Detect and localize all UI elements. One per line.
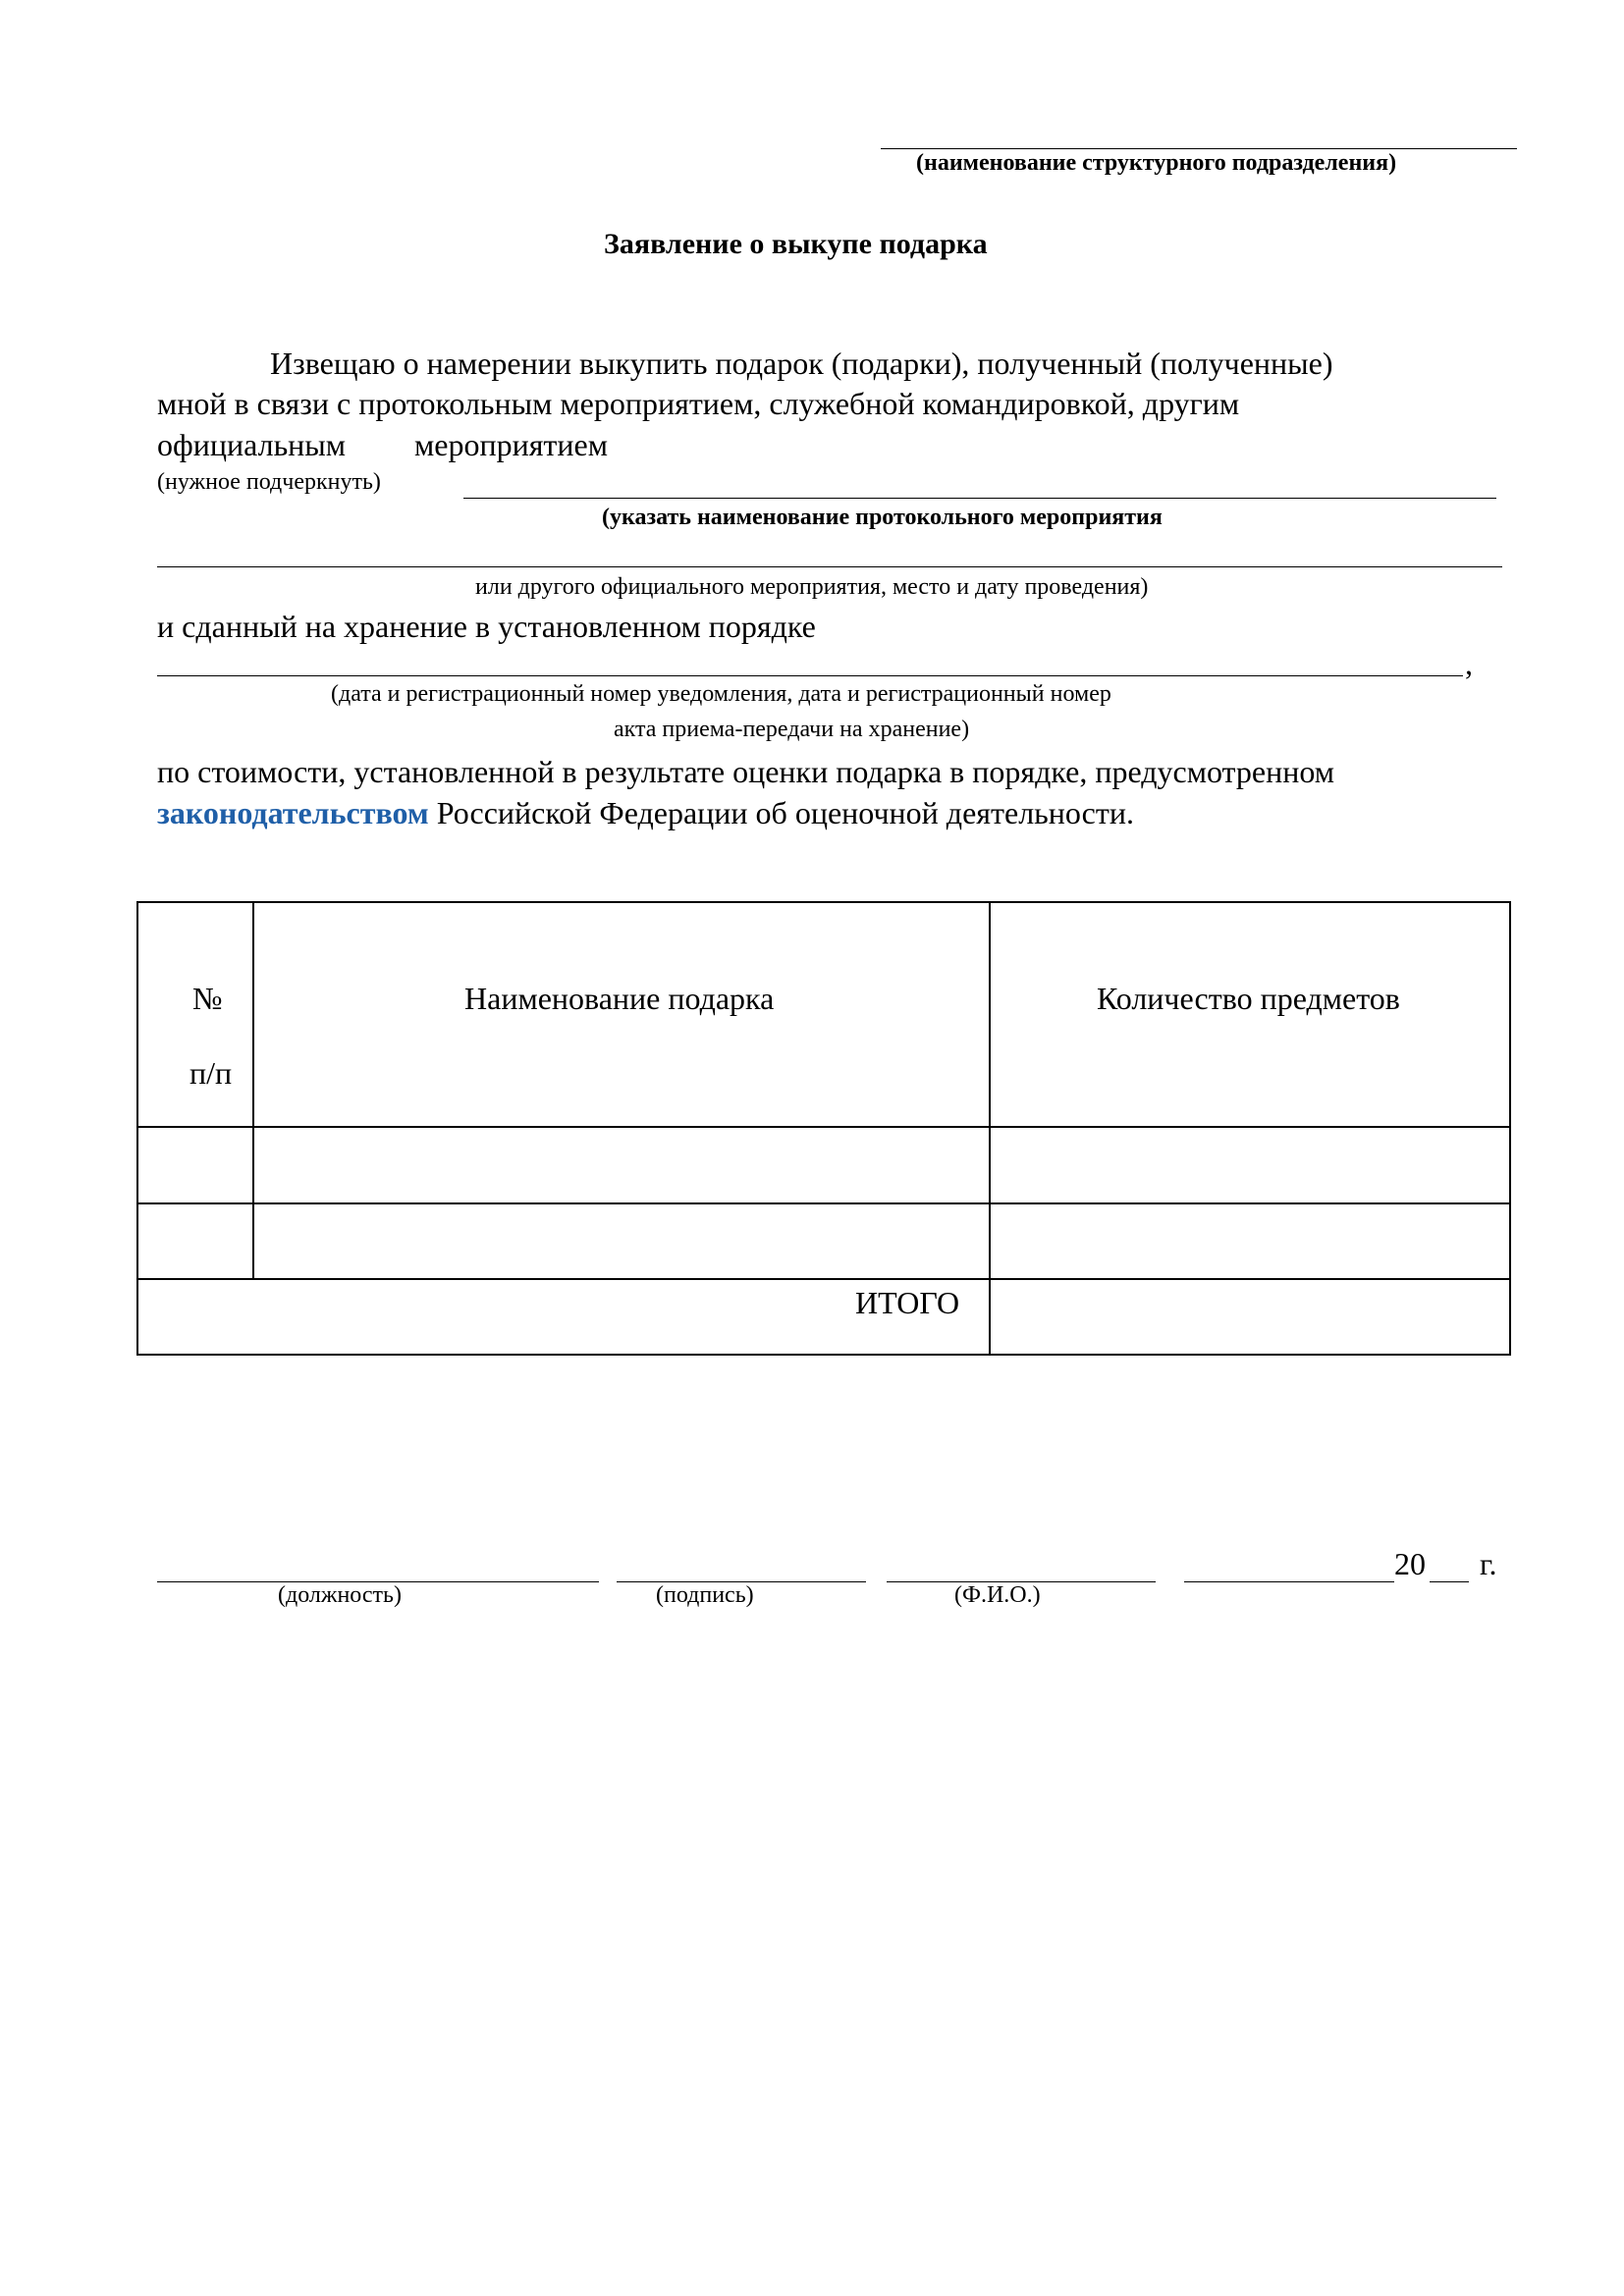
date-line[interactable]	[1184, 1581, 1394, 1582]
row1-num-cell[interactable]	[147, 1148, 245, 1188]
table-border-top	[136, 901, 1511, 903]
table-border-left	[136, 901, 138, 1356]
signature-caption: (подпись)	[656, 1582, 754, 1608]
position-caption: (должность)	[278, 1582, 402, 1608]
table-border-col2	[989, 901, 991, 1356]
year-prefix: 20	[1394, 1546, 1426, 1581]
year-line[interactable]	[1430, 1581, 1469, 1582]
fio-caption: (Ф.И.О.)	[954, 1582, 1041, 1608]
table-border-bottom	[136, 1354, 1511, 1356]
storage-details-line[interactable]	[157, 675, 1463, 676]
storage-caption-2: акта приема-передачи на хранение)	[614, 717, 970, 742]
storage-line: и сданный на хранение в установленном порядке	[157, 609, 816, 644]
storage-comma: ,	[1465, 646, 1473, 681]
row2-name-cell[interactable]	[265, 1224, 972, 1263]
table-border-right	[1509, 901, 1511, 1356]
event-caption-1: (указать наименование протокольного мероприятия	[602, 505, 1163, 530]
department-caption: (наименование структурного подразделения)	[916, 150, 1397, 176]
row1-qty-cell[interactable]	[1001, 1148, 1492, 1188]
col-num-header-2: п/п	[189, 1055, 233, 1091]
col-qty-header: Количество предметов	[1097, 981, 1400, 1016]
body-line-1: Извещаю о намерении выкупить подарок (подарки), полученный (полученные)	[270, 346, 1333, 381]
cost-line-1: по стоимости, установленной в результате оценки подарка в порядке, предусмотренном	[157, 754, 1335, 789]
page-title: Заявление о выкупе подарка	[604, 228, 988, 260]
body-line-2: мной в связи с протокольным мероприятием, служебной командировкой, другим	[157, 386, 1240, 421]
table-border-row1-bottom	[136, 1202, 1511, 1204]
row2-qty-cell[interactable]	[1001, 1224, 1492, 1263]
legislation-link[interactable]: законодательством	[157, 795, 429, 830]
table-border-col1	[252, 901, 254, 1280]
col-num-header-1: №	[192, 981, 223, 1016]
table-border-header-bottom	[136, 1126, 1511, 1128]
col-name-header: Наименование подарка	[464, 981, 775, 1016]
table-border-row2-bottom	[136, 1278, 1511, 1280]
total-label: ИТОГО	[855, 1285, 960, 1320]
underline-hint: (нужное подчеркнуть)	[157, 469, 381, 495]
department-line[interactable]	[881, 148, 1517, 149]
event-details-line[interactable]	[157, 566, 1502, 567]
year-suffix: г.	[1480, 1546, 1497, 1581]
body-line-3b: мероприятием	[414, 427, 608, 462]
event-caption-2: или другого официального мероприятия, место и дату проведения)	[475, 574, 1149, 600]
cost-line-2-rest: Российской Федерации об оценочной деятельности.	[428, 795, 1134, 830]
cost-line-2	[157, 797, 1134, 828]
event-name-line[interactable]	[463, 498, 1496, 499]
row2-num-cell[interactable]	[147, 1224, 245, 1263]
body-line-3a: официальным	[157, 427, 347, 462]
storage-caption-1: (дата и регистрационный номер уведомления, дата и регистрационный номер	[331, 681, 1111, 707]
total-value-cell[interactable]	[1001, 1298, 1492, 1337]
row1-name-cell[interactable]	[265, 1148, 972, 1188]
